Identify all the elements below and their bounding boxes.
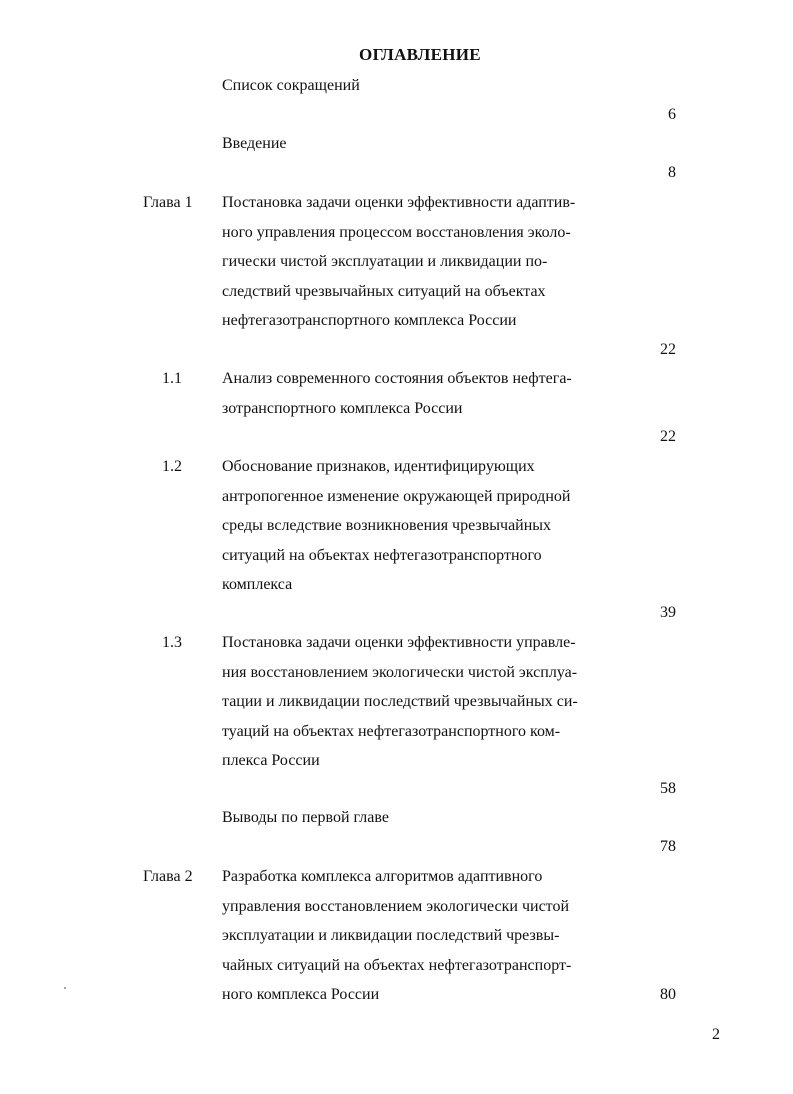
toc-entry-line: чайных ситуаций на объектах нефтегазотранспорт- xyxy=(222,956,572,974)
toc-entry-title xyxy=(222,188,642,336)
toc-entry-line: Выводы по первой главе xyxy=(222,809,389,826)
toc-entry-line: ного управления процессом восстановления эколо- xyxy=(222,223,571,241)
toc-entry-line: ситуаций на объектах нефтегазотранспортного xyxy=(222,546,542,564)
toc-entry-page: 22 xyxy=(660,341,676,358)
toc-entry-page: 80 xyxy=(660,986,676,1003)
toc-entry-page: 39 xyxy=(660,604,676,621)
toc-entry-line: Постановка задачи оценки эффективности управле- xyxy=(222,634,576,651)
toc-entry-title xyxy=(222,129,642,159)
toc-entry-title xyxy=(222,71,642,101)
toc-entry-line: управления восстановлением экологически чистой xyxy=(222,897,570,915)
toc-entry-page: 78 xyxy=(660,838,676,855)
page-title: ОГЛАВЛЕНИЕ xyxy=(359,45,481,64)
toc-entry-label: 1.1 xyxy=(162,370,182,387)
toc-entry-line: нефтегазотранспортного комплекса России xyxy=(222,312,517,329)
toc-entry-page: 6 xyxy=(668,106,676,123)
toc-entry-line: Обоснование признаков, идентифицирующих xyxy=(222,458,535,475)
toc-entry-line: тации и ликвидации последствий чрезвычайных си- xyxy=(222,693,578,710)
toc-entry-line: туаций на объектах нефтегазотранспортного ком- xyxy=(222,722,561,740)
toc-entry-label: Глава 2 xyxy=(143,868,193,885)
toc-entry-line: Список сокращений xyxy=(222,77,360,94)
toc-entry-title xyxy=(222,862,642,1010)
toc-entry-title xyxy=(222,452,642,600)
toc-entry-label: 1.3 xyxy=(162,634,182,651)
toc-entry-page: 8 xyxy=(668,164,676,181)
sheet-page-number: 2 xyxy=(712,1026,720,1043)
toc-entry-line: среды вследствие возникновения чрезвычайных xyxy=(222,517,552,534)
toc-entry-line: Постановка задачи оценки эффективности адаптив- xyxy=(222,194,576,211)
toc-entry-title xyxy=(222,364,642,423)
toc-entry-line: Введение xyxy=(222,135,287,152)
toc-entry-line: Разработка комплекса алгоритмов адаптивного xyxy=(222,868,543,885)
scan-speck xyxy=(64,987,66,989)
toc-entry-line: ного комплекса России xyxy=(222,986,380,1003)
toc-entry-label: 1.2 xyxy=(162,458,182,475)
toc-entry-line: комплекса xyxy=(222,576,293,593)
toc-entry-page: 58 xyxy=(660,780,676,797)
toc-entry-line: зотранспортного комплекса России xyxy=(222,399,463,417)
toc-entry-line: плекса России xyxy=(222,752,320,769)
toc-entry-label: Глава 1 xyxy=(143,194,193,211)
toc-entry-page: 22 xyxy=(660,428,676,445)
toc-entry-title xyxy=(222,628,642,776)
toc-entry-line: эксплуатации и ликвидации последствий чрезвы- xyxy=(222,927,560,944)
toc-entry-title xyxy=(222,803,642,833)
toc-entry-line: следствий чрезвычайных ситуаций на объектах xyxy=(222,282,546,300)
toc-entry-line: гически чистой эксплуатации и ликвидации по- xyxy=(222,253,548,270)
toc-entry-line: Анализ современного состояния объектов нефтега- xyxy=(222,370,572,387)
toc-entry-line: антропогенное изменение окружающей природной xyxy=(222,487,571,505)
toc-entry-line: ния восстановлением экологически чистой эксплуа- xyxy=(222,663,578,681)
